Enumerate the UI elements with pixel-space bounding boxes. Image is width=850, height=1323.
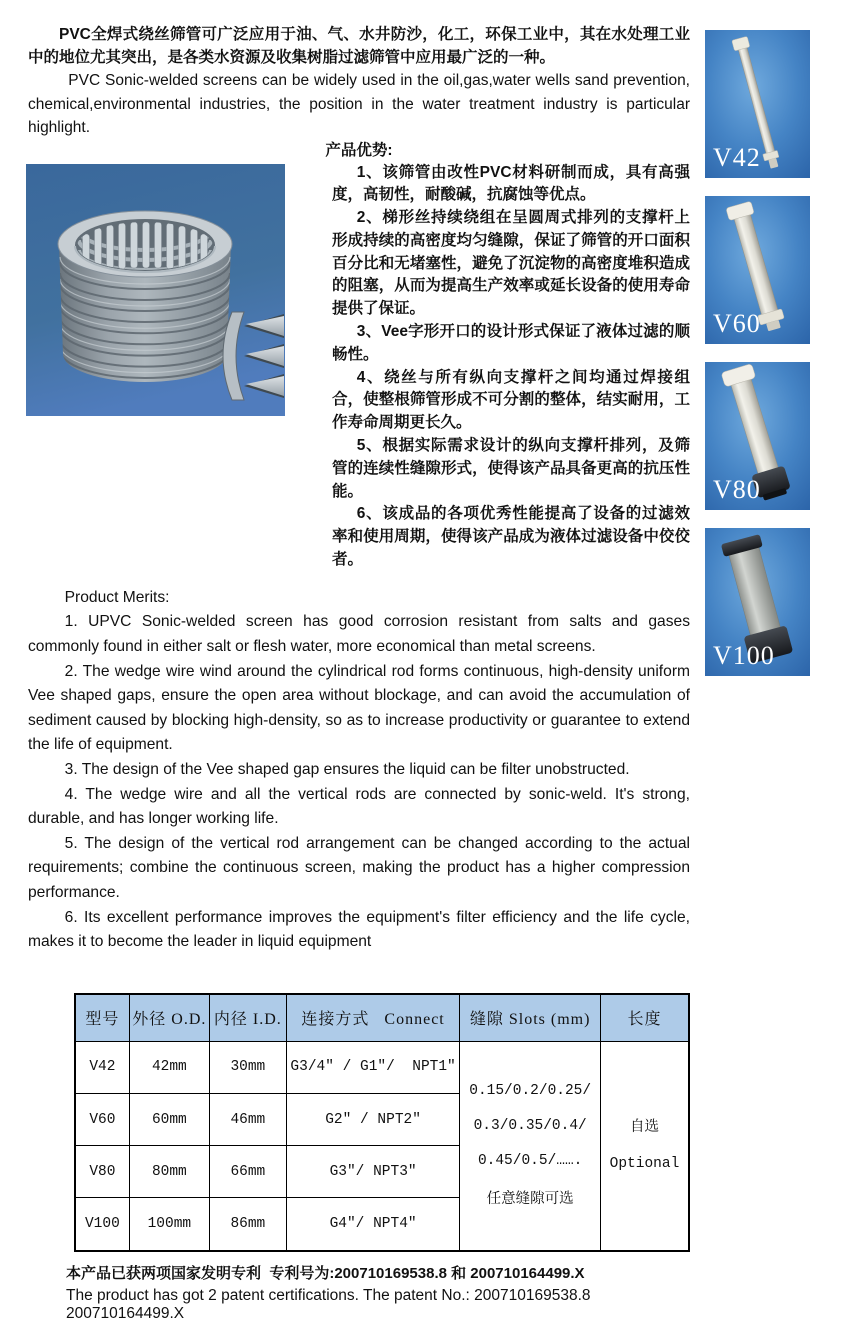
cell-model: V60	[75, 1093, 129, 1145]
merit-item: 3. The design of the Vee shaped gap ensures the liquid can be filter unobstructed.	[64, 761, 630, 778]
cell-od: 100mm	[129, 1198, 209, 1251]
advantages-section	[28, 162, 690, 572]
slots-line: 0.15/0.2/0.25/	[469, 1083, 592, 1100]
cell-id: 86mm	[209, 1198, 286, 1251]
slots-line: 0.3/0.35/0.4/	[473, 1117, 587, 1134]
cell-length	[600, 1041, 689, 1251]
product-label: V80	[713, 475, 761, 504]
header-model: 型号	[75, 994, 129, 1042]
cell-model: V80	[75, 1146, 129, 1198]
cell-od: 80mm	[129, 1146, 209, 1198]
header-od: 外径 O.D.	[129, 994, 209, 1042]
cutaway-section	[223, 312, 284, 400]
cell-connect: G3″/ NPT3″	[286, 1146, 460, 1198]
cell-od: 42mm	[129, 1041, 209, 1093]
spec-table	[74, 993, 690, 1252]
header-length: 长度	[600, 994, 689, 1042]
merits-heading: Product Merits:	[64, 588, 170, 606]
advantages-heading: 产品优势:	[325, 141, 393, 159]
merit-item: 2. The wedge wire wind around the cylindrical rod forms continuous, high-density uniform Vee shaped gaps, ensure the open area without blockage, and can avoid the accumulation of sediment caused by blocking high-density, so as to increase productivity or guarantee to extend the life of equipment.	[28, 662, 690, 754]
merit-item: 4. The wedge wire and all the vertical rods are connected by sonic-weld. It's strong, durable, and has longer working life.	[28, 785, 690, 828]
product-card-v42	[705, 30, 810, 178]
slots-line: 0.45/0.5/…….	[477, 1152, 583, 1169]
merit-item: 1. UPVC Sonic-welded screen has good corrosion resistant from salts and gases commonly found in either salt or flesh water, more economical than metal screens.	[28, 613, 690, 656]
merits-section	[28, 586, 690, 955]
length-line: Optional	[609, 1155, 680, 1172]
cell-id: 46mm	[209, 1093, 286, 1145]
product-label: V60	[713, 309, 761, 338]
slots-line: 任意缝隙可选	[486, 1192, 574, 1209]
cell-model: V100	[75, 1198, 129, 1251]
length-line: 自选	[629, 1119, 659, 1136]
cell-slots	[460, 1041, 601, 1251]
patent-section	[66, 1262, 690, 1323]
cell-id: 66mm	[209, 1146, 286, 1198]
advantage-item: 3、Vee字形开口的设计形式保证了液体过滤的顺畅性。	[332, 323, 690, 363]
header-connect: 连接方式 Connect	[286, 994, 460, 1042]
header-slots: 缝隙 Slots (mm)	[460, 994, 601, 1042]
advantage-item: 4、绕丝与所有纵向支撑杆之间均通过焊接组合，使整根筛管形成不可分割的整体，结实耐用，工作寿命周期更长久。	[332, 368, 690, 432]
cell-model: V42	[75, 1041, 129, 1093]
product-label: V100	[713, 641, 775, 670]
product-card-v80	[705, 362, 810, 510]
cell-connect: G4″/ NPT4″	[286, 1198, 460, 1251]
cell-connect: G2″ / NPT2″	[286, 1093, 460, 1145]
advantage-item: 2、梯形丝持续绕组在呈圆周式排列的支撑杆上形成持续的高密度均匀缝隙，保证了筛管的开口面积百分比和无堵塞性，避免了沉淀物的高密度堆积造成的阻塞，从而为提高生产效率或延长设备的使用寿命提供了保证。	[332, 209, 690, 318]
screen-cylinder-image	[26, 164, 285, 416]
cell-od: 60mm	[129, 1093, 209, 1145]
advantage-item: 1、该筛管由改性PVC材料研制而成，具有高强度，高韧性，耐酸碱，抗腐蚀等优点。	[332, 163, 690, 204]
cell-id: 30mm	[209, 1041, 286, 1093]
product-card-v100	[705, 528, 810, 676]
product-card-v60	[705, 196, 810, 344]
table-row	[75, 1041, 689, 1093]
advantage-item: 6、该成品的各项优秀性能提高了设备的过滤效率和使用周期，使得该产品成为液体过滤设备中佼佼者。	[332, 505, 690, 569]
product-label: V42	[713, 143, 761, 172]
advantages-list	[332, 162, 690, 572]
intro-paragraph-zh: PVC全焊式绕丝筛管可广泛应用于油、气、水井防沙，化工，环保工业中，其在水处理工业中的地位尤其突出，是各类水资源及收集树脂过滤筛管中应用最广泛的一种。	[28, 26, 690, 66]
patent-text-zh: 本产品已获两项国家发明专利 专利号为:200710169538.8 和 200710164499.X	[66, 1264, 585, 1282]
main-column	[28, 24, 690, 1323]
intro-paragraph-en: PVC Sonic-welded screens can be widely used in the oil,gas,water wells sand prevention, chemical,environmental industries, the position in the water treatment industry is particular highlight.	[28, 72, 690, 136]
merit-item: 6. Its excellent performance improves the equipment's filter efficiency and the life cycle, makes it to become the leader in liquid equipment	[28, 908, 690, 951]
screen-cylinder-render	[26, 164, 285, 416]
advantage-item: 5、根据实际需求设计的纵向支撑杆排列，及筛管的连续性缝隙形式，使得该产品具备更高的抗压性能。	[332, 437, 690, 500]
header-id: 内径 I.D.	[209, 994, 286, 1042]
cell-connect: G3/4″ / G1″/ NPT1″	[286, 1041, 460, 1093]
spec-table-header-row	[75, 994, 689, 1042]
patent-text-en: The product has got 2 patent certifications. The patent No.: 200710169538.8 200710164499.X	[66, 1286, 600, 1322]
merit-item: 5. The design of the vertical rod arrangement can be changed according to the actual requirements; combine the continuous screen, making the product has a higher compression performance.	[28, 834, 690, 901]
product-photo-rail	[705, 30, 810, 694]
